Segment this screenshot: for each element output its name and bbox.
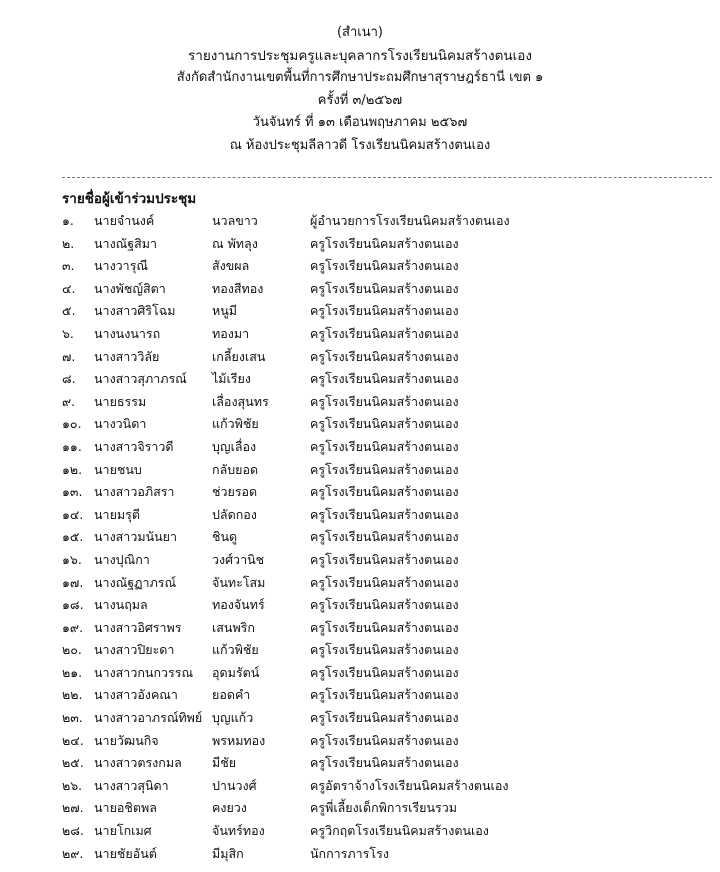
attendee-row <box>62 594 712 617</box>
attendee-number: ๑๖. <box>62 551 82 567</box>
attendee-position: ครูโรงเรียนนิคมสร้างตนเอง <box>310 710 459 726</box>
document-header <box>0 22 720 157</box>
attendee-last-name: ช่วยรอด <box>212 484 258 500</box>
attendee-first-name: นางวารุณี <box>94 258 149 274</box>
attendee-last-name: มีมุสิก <box>212 845 244 861</box>
attendee-position: ครูโรงเรียนนิคมสร้างตนเอง <box>310 348 459 364</box>
attendee-row <box>62 391 712 414</box>
attendee-last-name: ปลัดกอง <box>212 506 257 522</box>
affiliation-line: สังกัดสำนักงานเขตพื้นที่การศึกษาประถมศึกษาสุราษฎร์ธานี เขต ๑ <box>176 70 544 85</box>
attendee-number: ๑๙. <box>62 619 84 635</box>
attendee-last-name: ปานวงศ์ <box>212 777 257 793</box>
attendee-position: ครูโรงเรียนนิคมสร้างตนเอง <box>310 732 459 748</box>
attendee-number: ๒๖. <box>62 777 83 793</box>
attendee-first-name: นางสาวปิยะดา <box>94 642 175 658</box>
attendee-row <box>62 617 712 640</box>
attendee-first-name: นางสาวจิราวดี <box>94 438 174 454</box>
attendee-number: ๓. <box>62 258 75 274</box>
attendee-first-name: นางสาวศิริโฉม <box>94 303 176 319</box>
attendee-first-name: นางสาวตรงกมล <box>94 755 182 771</box>
attendee-number: ๒๔. <box>62 732 84 748</box>
attendee-last-name: เสนพริก <box>212 619 255 635</box>
attendee-first-name: นายชัยอันต์ <box>94 845 157 861</box>
attendee-row <box>62 843 712 866</box>
attendee-first-name: นางสาวสุนิดา <box>94 777 169 793</box>
attendee-position: ครูโรงเรียนนิคมสร้างตนเอง <box>310 303 459 319</box>
attendee-row <box>62 300 712 323</box>
attendee-first-name: นายอชิตพล <box>94 800 157 816</box>
attendee-row <box>62 368 712 391</box>
attendee-number: ๔. <box>62 280 76 296</box>
attendee-row <box>62 233 712 256</box>
attendee-position: ครูโรงเรียนนิคมสร้างตนเอง <box>310 597 459 613</box>
attendee-row <box>62 278 712 301</box>
attendee-last-name: หนูมี <box>212 303 238 319</box>
attendee-last-name: วงศ์วานิช <box>212 551 265 567</box>
attendee-last-name: บุญแก้ว <box>212 710 254 726</box>
meeting-number: ครั้งที่ ๓/๒๕๖๗ <box>317 92 403 108</box>
dashed-divider <box>62 177 712 178</box>
attendee-number: ๗. <box>62 348 76 364</box>
attendee-last-name: มีชัย <box>212 755 237 771</box>
attendee-number: ๘. <box>62 371 76 387</box>
attendee-first-name: นายจำนงค์ <box>94 213 155 228</box>
attendee-number: ๒๘. <box>62 823 84 839</box>
attendee-position: ครูโรงเรียนนิคมสร้างตนเอง <box>310 664 459 680</box>
attendee-position: ครูโรงเรียนนิคมสร้างตนเอง <box>310 258 459 274</box>
attendee-row <box>62 413 712 436</box>
attendee-position: นักการภารโรง <box>310 845 389 861</box>
attendee-first-name: นางนงนารถ <box>94 325 161 341</box>
attendee-row <box>62 504 712 527</box>
attendee-row <box>62 210 712 233</box>
attendee-position: ครูโรงเรียนนิคมสร้างตนเอง <box>310 393 459 409</box>
attendee-row <box>62 572 712 595</box>
attendee-first-name: นางสาวอังคณา <box>94 687 178 703</box>
attendee-number: ๒๒. <box>62 687 83 703</box>
attendee-first-name: นายธรรม <box>94 393 147 409</box>
attendee-number: ๕. <box>62 303 76 319</box>
attendee-last-name: ชินดู <box>212 529 238 545</box>
attendee-number: ๑๕. <box>62 529 84 545</box>
attendee-first-name: นางณัฐฏาภรณ์ <box>94 574 177 590</box>
attendee-row <box>62 707 712 730</box>
attendee-first-name: นางสาวอิศราพร <box>94 619 182 635</box>
attendee-row <box>62 662 712 685</box>
attendee-row <box>62 459 712 482</box>
attendee-number: ๒. <box>62 235 75 251</box>
attendee-position: ครูโรงเรียนนิคมสร้างตนเอง <box>310 438 459 454</box>
attendee-first-name: นางปุณิกา <box>94 551 150 567</box>
attendee-row <box>62 730 712 753</box>
attendee-first-name: นางสาววิลัย <box>94 348 160 364</box>
attendee-number: ๑. <box>62 213 74 228</box>
attendee-position: ครูโรงเรียนนิคมสร้างตนเอง <box>310 416 459 432</box>
attendee-number: ๙. <box>62 393 76 409</box>
attendee-last-name: แก้วพิชัย <box>212 642 259 658</box>
attendee-row <box>62 436 712 459</box>
attendee-row <box>62 775 712 798</box>
attendee-position: ครูโรงเรียนนิคมสร้างตนเอง <box>310 235 459 251</box>
attendee-last-name: พรหมทอง <box>212 732 266 748</box>
attendee-last-name: ทองสีทอง <box>212 280 264 296</box>
attendee-last-name: เลื่องสุนทร <box>212 393 269 409</box>
attendee-position: ครูวิกฤตโรงเรียนนิคมสร้างตนเอง <box>310 823 489 839</box>
attendee-first-name: นางวนิดา <box>94 416 147 432</box>
attendee-position: ครูโรงเรียนนิคมสร้างตนเอง <box>310 484 459 500</box>
attendee-number: ๑๔. <box>62 506 84 522</box>
attendee-last-name: นวลขาว <box>212 213 258 228</box>
attendee-position: ครูโรงเรียนนิคมสร้างตนเอง <box>310 371 459 387</box>
attendee-position: ครูโรงเรียนนิคมสร้างตนเอง <box>310 551 459 567</box>
attendee-row <box>62 323 712 346</box>
attendee-number: ๑๓. <box>62 484 83 500</box>
attendee-first-name: นายวัฒนกิจ <box>94 732 159 748</box>
attendee-first-name: นายชนบ <box>94 461 142 477</box>
attendees-section-title: รายชื่อผู้เข้าร่วมประชุม <box>62 191 197 207</box>
attendee-number: ๒๓. <box>62 710 83 726</box>
attendee-row <box>62 481 712 504</box>
attendee-position: ครูโรงเรียนนิคมสร้างตนเอง <box>310 529 459 545</box>
attendee-last-name: ทองมา <box>212 325 250 341</box>
attendee-position: ผู้อำนวยการโรงเรียนนิคมสร้างตนเอง <box>310 213 510 228</box>
attendee-first-name: นางพัชญ์สิตา <box>94 280 166 296</box>
attendee-last-name: บุญเลื่อง <box>212 438 257 454</box>
attendee-last-name: ไม้เรียง <box>212 371 251 387</box>
attendee-last-name: ณ พัทลุง <box>212 235 258 251</box>
attendee-list <box>62 210 712 865</box>
attendee-first-name: นางนฤมล <box>94 597 148 613</box>
attendee-first-name: นายมรุตี <box>94 506 140 522</box>
attendee-position: ครูโรงเรียนนิคมสร้างตนเอง <box>310 755 459 771</box>
attendee-position: ครูอัตราจ้างโรงเรียนนิคมสร้างตนเอง <box>310 777 509 793</box>
attendee-row <box>62 549 712 572</box>
attendee-first-name: นางณัฐสิมา <box>94 235 158 251</box>
attendee-position: ครูโรงเรียนนิคมสร้างตนเอง <box>310 506 459 522</box>
attendee-row <box>62 752 712 775</box>
attendee-first-name: นางสาวสุภาภรณ์ <box>94 371 187 387</box>
attendee-position: ครูพี่เลี้ยงเด็กพิการเรียนรวม <box>310 800 458 816</box>
attendee-row <box>62 526 712 549</box>
attendee-last-name: อุดมรัตน์ <box>212 664 260 680</box>
attendee-number: ๖. <box>62 325 74 341</box>
attendee-number: ๒๗. <box>62 800 84 816</box>
attendee-first-name: นางสาวกนกวรรณ <box>94 664 194 680</box>
attendee-position: ครูโรงเรียนนิคมสร้างตนเอง <box>310 280 459 296</box>
attendee-last-name: จันทร์ทอง <box>212 823 265 839</box>
report-title: รายงานการประชุมครูและบุคลากรโรงเรียนนิคมสร้างตนเอง <box>188 47 532 64</box>
attendee-position: ครูโรงเรียนนิคมสร้างตนเอง <box>310 642 459 658</box>
attendee-number: ๒๕. <box>62 755 84 771</box>
attendee-number: ๒๑. <box>62 664 83 680</box>
attendee-last-name: ทองจันทร์ <box>212 597 265 613</box>
attendee-last-name: เกลี้ยงเสน <box>212 348 266 364</box>
attendee-first-name: นางสาวอภิสรา <box>94 484 175 500</box>
meeting-date: วันจันทร์ ที่ ๑๓ เดือนพฤษภาคม ๒๕๖๗ <box>252 115 468 130</box>
attendee-first-name: นางสาวมนันยา <box>94 529 178 545</box>
attendee-number: ๑๒. <box>62 461 83 477</box>
attendee-last-name: สังขผล <box>212 258 250 274</box>
attendee-row <box>62 346 712 369</box>
attendee-first-name: นายโกเมศ <box>94 823 152 839</box>
attendee-row <box>62 684 712 707</box>
attendee-row <box>62 255 712 278</box>
attendee-number: ๒๐. <box>62 642 82 658</box>
attendee-first-name: นางสาวอาภรณ์ทิพย์ <box>94 710 203 726</box>
attendee-last-name: คงยวง <box>212 800 247 816</box>
attendee-last-name: จันทะโสม <box>212 574 266 590</box>
attendee-position: ครูโรงเรียนนิคมสร้างตนเอง <box>310 687 459 703</box>
copy-mark: (สำเนา) <box>336 25 383 40</box>
attendee-number: ๑๑. <box>62 438 82 454</box>
attendee-position: ครูโรงเรียนนิคมสร้างตนเอง <box>310 619 459 635</box>
attendee-position: ครูโรงเรียนนิคมสร้างตนเอง <box>310 461 459 477</box>
attendee-number: ๒๙. <box>62 845 84 861</box>
attendee-row <box>62 639 712 662</box>
attendee-number: ๑๘. <box>62 597 84 613</box>
attendee-last-name: กลับยอด <box>212 461 259 477</box>
attendee-number: ๑๗. <box>62 574 84 590</box>
attendee-position: ครูโรงเรียนนิคมสร้างตนเอง <box>310 574 459 590</box>
attendee-position: ครูโรงเรียนนิคมสร้างตนเอง <box>310 325 459 341</box>
attendee-number: ๑๐. <box>62 416 82 432</box>
attendee-row <box>62 820 712 843</box>
attendee-last-name: แก้วพิชัย <box>212 416 259 432</box>
attendee-row <box>62 797 712 820</box>
attendee-last-name: ยอดคำ <box>212 687 251 703</box>
meeting-venue: ณ ห้องประชุมลีลาวดี โรงเรียนนิคมสร้างตนเอง <box>229 137 491 153</box>
